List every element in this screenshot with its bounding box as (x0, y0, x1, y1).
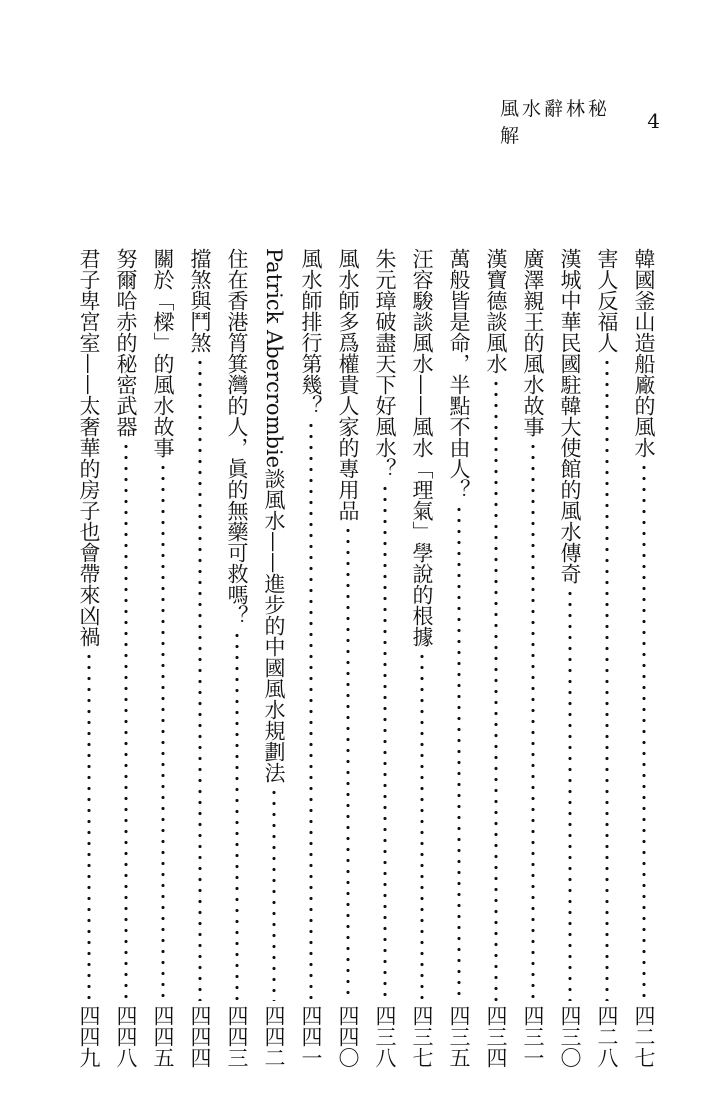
dot-leader (76, 651, 102, 1001)
entry-page: 四二八 (595, 1005, 619, 1068)
dot-leader (446, 504, 472, 1001)
dot-leader (594, 357, 620, 1001)
toc-entry[interactable] (298, 248, 324, 1068)
entry-page: 四四九 (77, 1005, 101, 1068)
entry-title: Patrick Abercrombie談風水——進步的中國風水規劃法 (262, 248, 286, 784)
dot-leader (224, 630, 250, 1001)
entry-page: 四四一 (299, 1005, 323, 1068)
toc-entry[interactable] (483, 248, 509, 1068)
entry-title: 廣澤親王的風水故事 (521, 248, 545, 437)
entry-title: 關於「樑」的風水故事 (151, 248, 175, 458)
toc-entry[interactable] (261, 248, 287, 1068)
entry-page: 四三八 (373, 1005, 397, 1068)
entry-title: 住在香港筲箕灣的人，眞的無藥可救嗎？ (225, 248, 249, 626)
entry-page: 四三一 (521, 1005, 545, 1068)
dot-leader (557, 588, 583, 1001)
toc-entry[interactable] (446, 248, 472, 1068)
running-header (500, 98, 660, 147)
toc-entry[interactable] (76, 248, 102, 1068)
toc-entry[interactable] (557, 248, 583, 1068)
entry-title: 害人反福人 (595, 248, 619, 353)
entry-page: 四四四 (188, 1005, 212, 1068)
entry-title: 萬般皆是命，半點不由人？ (447, 248, 471, 500)
entry-page: 四四二 (262, 1005, 286, 1068)
toc-entry[interactable] (409, 248, 435, 1068)
entry-title: 君子卑宮室——太奢華的房子也會帶來凶禍 (77, 248, 101, 647)
toc-entry[interactable] (631, 248, 657, 1068)
dot-leader (335, 525, 361, 1001)
entry-page: 四四〇 (336, 1005, 360, 1068)
entry-title: 擋煞與鬥煞 (188, 248, 212, 353)
dot-leader (520, 441, 546, 1001)
dot-leader (261, 787, 287, 1001)
entry-title: 風水師排行第幾？ (299, 248, 323, 416)
entry-title: 朱元璋破盡天下好風水？ (373, 248, 397, 479)
entry-page: 四四五 (151, 1005, 175, 1068)
dot-leader (187, 357, 213, 1001)
dot-leader (113, 441, 139, 1001)
entry-title: 汪容駿談風水——風水「理氣」學說的根據 (410, 248, 434, 647)
dot-leader (150, 462, 176, 1001)
entry-page: 四二七 (632, 1005, 656, 1068)
toc-entry[interactable] (113, 248, 139, 1068)
toc-entry[interactable] (335, 248, 361, 1068)
page-number: 4 (647, 109, 660, 133)
entry-title: 漢寶德談風水 (484, 248, 508, 374)
toc-entry[interactable] (594, 248, 620, 1068)
entry-title: 韓國釜山造船廠的風水 (632, 248, 656, 458)
entry-page: 四四三 (225, 1005, 249, 1068)
entry-page: 四三〇 (558, 1005, 582, 1068)
entry-title: 風水師多爲權貴人家的專用品 (336, 248, 360, 521)
book-title: 風水辭林秘解 (500, 98, 611, 147)
table-of-contents (76, 248, 657, 1068)
dot-leader (631, 462, 657, 1001)
dot-leader (372, 483, 398, 1001)
toc-entry[interactable] (520, 248, 546, 1068)
toc-entry[interactable] (150, 248, 176, 1068)
entry-page: 四三五 (447, 1005, 471, 1068)
entry-title: 漢城中華民國駐韓大使館的風水傳奇 (558, 248, 582, 584)
dot-leader (409, 651, 435, 1001)
toc-entry[interactable] (224, 248, 250, 1068)
entry-page: 四三七 (410, 1005, 434, 1068)
dot-leader (298, 420, 324, 1001)
toc-entry[interactable] (187, 248, 213, 1068)
dot-leader (483, 378, 509, 1001)
toc-entry[interactable] (372, 248, 398, 1068)
entry-title: 努爾哈赤的秘密武器 (114, 248, 138, 437)
entry-page: 四三四 (484, 1005, 508, 1068)
entry-page: 四四八 (114, 1005, 138, 1068)
